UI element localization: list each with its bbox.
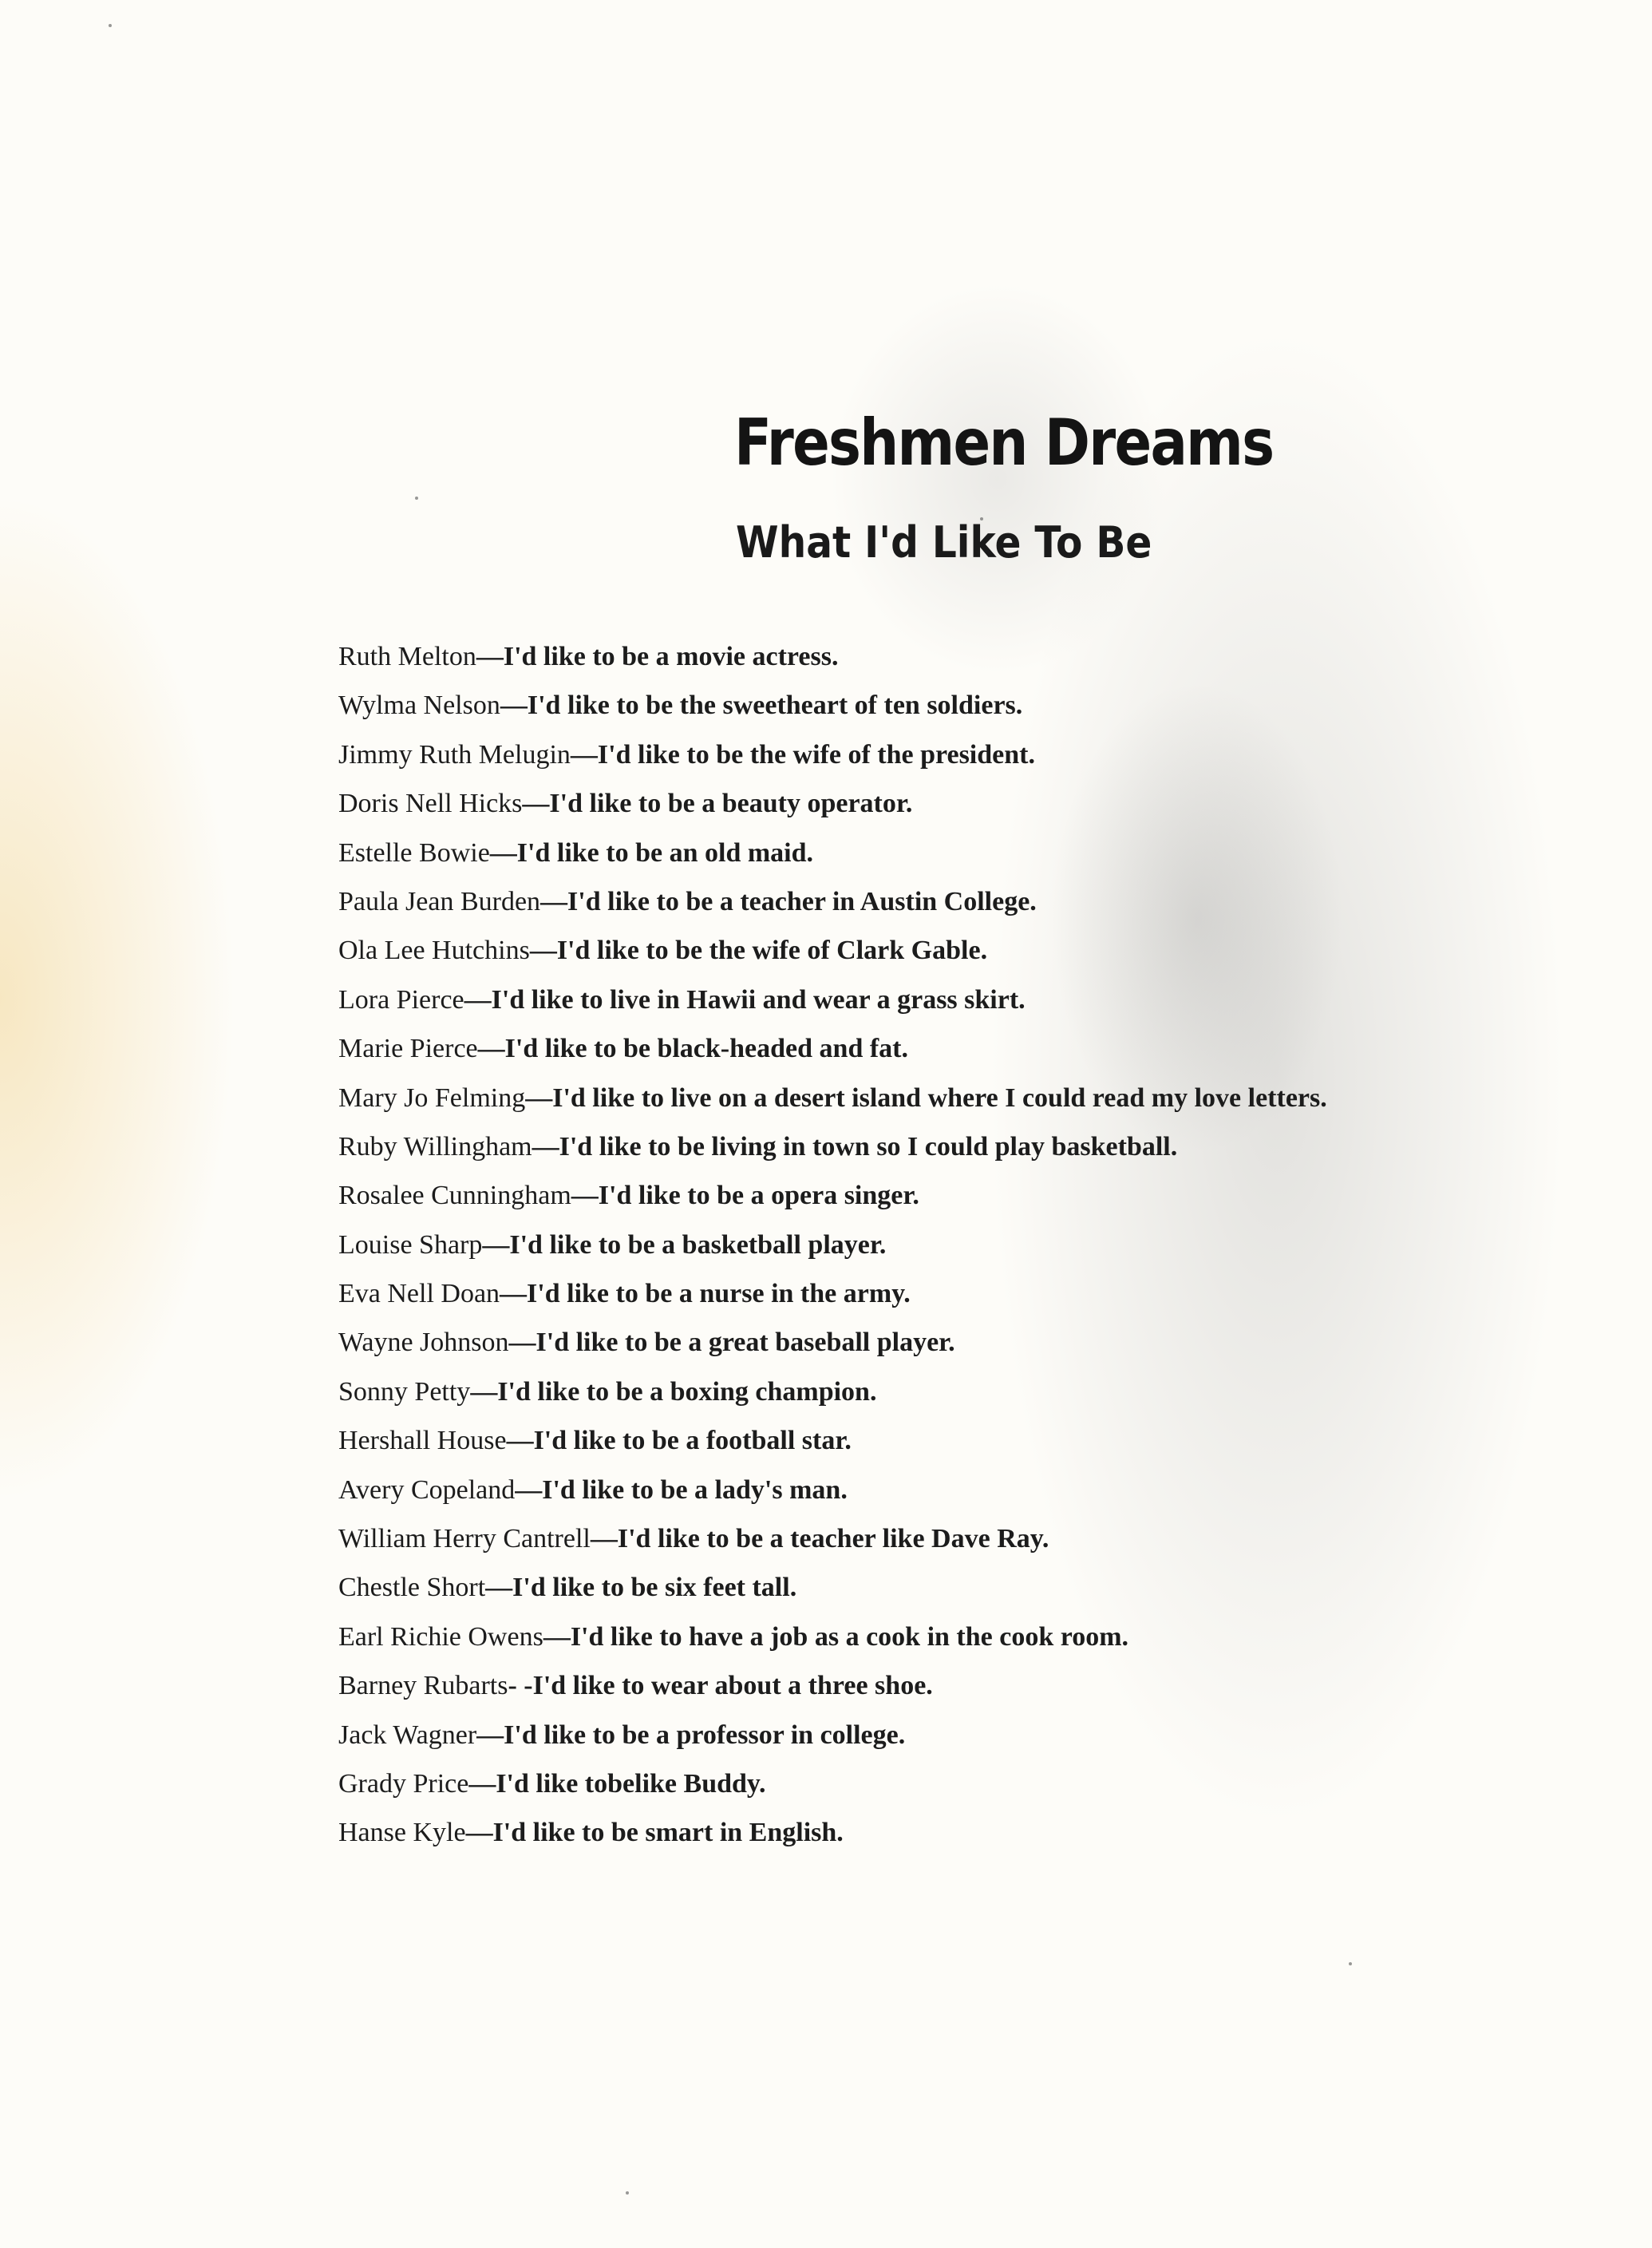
student-wish: —I'd like to be the wife of the president. (570, 739, 1035, 770)
student-wish: —I'd like to be a great baseball player. (508, 1328, 955, 1358)
student-name: Hershall House (338, 1426, 507, 1456)
student-name: Ruth Melton (338, 642, 476, 671)
student-wish: —I'd like to be a football star. (506, 1426, 852, 1456)
student-wish: —I'd like to be a basketball player. (482, 1229, 887, 1260)
list-item (338, 1269, 1327, 1318)
student-name: Hanse Kyle (338, 1818, 466, 1848)
list-item (338, 1563, 1327, 1612)
list-item (338, 829, 1327, 877)
student-name: Jack Wagner (338, 1720, 477, 1750)
student-name: Grady Price (338, 1768, 469, 1799)
list-item (338, 681, 1327, 730)
student-name: Ola Lee Hutchins (338, 936, 530, 966)
student-wish: —I'd like to be a nurse in the army. (500, 1279, 911, 1309)
student-wish: —I'd like to live on a desert island where I could read my love letters. (525, 1082, 1327, 1113)
student-name: Estelle Bowie (338, 837, 490, 868)
list-item (338, 926, 1327, 975)
list-item (338, 976, 1327, 1024)
student-wish: —I'd like to be living in town so I could play basketball. (532, 1131, 1178, 1162)
list-item (338, 1808, 1327, 1857)
student-name: Jimmy Ruth Melugin (338, 739, 571, 770)
student-wish: —I'd like to be a professor in college. (476, 1720, 906, 1750)
list-item (338, 1318, 1327, 1367)
student-wish: —I'd like to be a boxing champion. (470, 1376, 877, 1407)
student-name: Earl Richie Owens (338, 1621, 543, 1652)
student-name: William Herry Cantrell (338, 1524, 591, 1554)
student-name: Lora Pierce (338, 984, 464, 1015)
student-name: Louise Sharp (338, 1229, 483, 1260)
student-name: Sonny Petty (338, 1376, 471, 1407)
student-wish: —I'd like to have a job as a cook in the cook room. (543, 1621, 1129, 1652)
list-item (338, 1514, 1327, 1563)
list-item (338, 730, 1327, 779)
list-item (338, 1367, 1327, 1416)
list-item (338, 1024, 1327, 1073)
student-name: Eva Nell Doan (338, 1279, 500, 1309)
page-title: Freshmen Dreams (734, 406, 1274, 480)
list-item (338, 779, 1327, 828)
student-wish: —I'd like to be a opera singer. (571, 1181, 919, 1211)
dreams-list (338, 632, 1327, 1858)
list-item (338, 1466, 1327, 1514)
student-wish: —I'd like to be a teacher in Austin College. (540, 886, 1037, 916)
list-item (338, 1221, 1327, 1269)
list-item (338, 1759, 1327, 1808)
student-wish: —I'd like to be a movie actress. (476, 642, 839, 671)
student-wish: - -I'd like to wear about a three shoe. (508, 1671, 933, 1701)
student-name: Doris Nell Hicks (338, 789, 523, 819)
student-wish: —I'd like to be the sweetheart of ten soldiers. (500, 691, 1023, 721)
student-wish: —I'd like to be black-headed and fat. (477, 1034, 908, 1064)
list-item (338, 877, 1327, 926)
student-wish: —I'd like to live in Hawii and wear a grass skirt. (464, 984, 1026, 1015)
student-name: Paula Jean Burden (338, 886, 541, 916)
list-item (338, 1711, 1327, 1759)
student-name: Ruby Willingham (338, 1131, 532, 1162)
list-item (338, 1122, 1327, 1171)
paper-speck (1349, 1962, 1352, 1965)
student-wish: —I'd like to be the wife of Clark Gable. (529, 936, 988, 966)
student-name: Avery Copeland (338, 1474, 516, 1505)
list-item (338, 1074, 1327, 1122)
paper-speck (109, 24, 112, 27)
student-name: Mary Jo Felming (338, 1082, 526, 1113)
student-wish: —I'd like to be smart in English. (465, 1818, 844, 1848)
student-wish: —I'd like to be a lady's man. (515, 1474, 848, 1505)
student-name: Rosalee Cunningham (338, 1181, 571, 1211)
list-item (338, 632, 1327, 681)
student-name: Chestle Short (338, 1573, 486, 1603)
list-item (338, 1661, 1327, 1710)
student-name: Wayne Johnson (338, 1328, 509, 1358)
paper-speck (626, 2191, 629, 2195)
list-item (338, 1416, 1327, 1465)
student-wish: —I'd like to be a teacher like Dave Ray. (590, 1524, 1049, 1554)
student-wish: —I'd like to be an old maid. (489, 837, 814, 868)
student-wish: —I'd like to be six feet tall. (485, 1573, 797, 1603)
student-wish: —I'd like to be a beauty operator. (522, 789, 913, 819)
page-subtitle: What I'd Like To Be (736, 517, 1152, 568)
list-item (338, 1613, 1327, 1661)
paper-speck (415, 497, 418, 500)
list-item (338, 1171, 1327, 1220)
student-name: Marie Pierce (338, 1034, 478, 1064)
student-name: Barney Rubarts (338, 1671, 508, 1701)
student-wish: —I'd like tobelike Buddy. (468, 1768, 766, 1799)
student-name: Wylma Nelson (338, 691, 500, 721)
